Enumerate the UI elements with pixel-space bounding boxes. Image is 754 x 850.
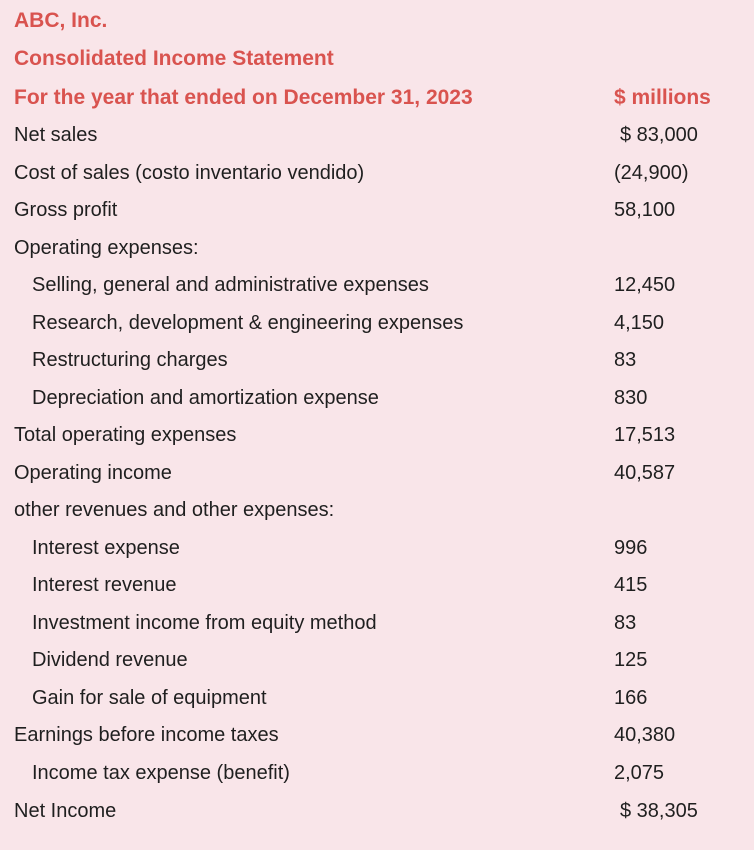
row-sga <box>0 273 754 303</box>
row-restructuring <box>0 348 754 378</box>
row-earnings-before-taxes <box>0 723 754 753</box>
row-income-tax <box>0 761 754 791</box>
period-label: For the year that ended on December 31, 2023 <box>14 86 473 109</box>
row-net-sales <box>0 123 754 153</box>
row-label: Operating expenses: <box>14 237 199 259</box>
row-interest-revenue <box>0 573 754 603</box>
row-label: Income tax expense (benefit) <box>32 762 290 784</box>
row-value: 996 <box>614 537 648 559</box>
row-value: $ 83,000 <box>620 124 698 146</box>
row-value: 40,587 <box>614 462 676 484</box>
row-label: Investment income from equity method <box>32 612 377 634</box>
row-label: Research, development & engineering expenses <box>32 312 464 334</box>
row-label: Dividend revenue <box>32 649 188 671</box>
row-value: 83 <box>614 612 637 634</box>
row-label: Earnings before income taxes <box>14 724 279 746</box>
row-label: Net Income <box>14 800 117 822</box>
row-operating-expenses-heading <box>0 236 754 266</box>
row-value: 166 <box>614 687 648 709</box>
row-label: Total operating expenses <box>14 424 237 446</box>
row-other-heading <box>0 498 754 528</box>
row-value: 125 <box>614 649 648 671</box>
row-net-income <box>0 799 754 829</box>
row-operating-income <box>0 461 754 491</box>
units-label: $ millions <box>614 86 711 109</box>
row-gross-profit <box>0 198 754 228</box>
row-value: 415 <box>614 574 648 596</box>
row-value: 830 <box>614 387 648 409</box>
row-dividend-revenue <box>0 648 754 678</box>
statement-title: Consolidated Income Statement <box>14 47 334 70</box>
row-value: (24,900) <box>614 162 689 184</box>
row-label: Net sales <box>14 124 98 146</box>
row-value: 12,450 <box>614 274 676 296</box>
row-label: Interest revenue <box>32 574 177 596</box>
row-rd <box>0 311 754 341</box>
row-label: Selling, general and administrative expenses <box>32 274 429 296</box>
row-value: $ 38,305 <box>620 800 698 822</box>
row-equity-method-income <box>0 611 754 641</box>
row-gain-on-sale <box>0 686 754 716</box>
row-total-operating-expenses <box>0 423 754 453</box>
row-value: 58,100 <box>614 199 676 221</box>
row-label: Depreciation and amortization expense <box>32 387 379 409</box>
row-label: Restructuring charges <box>32 349 228 371</box>
row-interest-expense <box>0 536 754 566</box>
row-depreciation <box>0 386 754 416</box>
row-value: 2,075 <box>614 762 665 784</box>
row-label: Operating income <box>14 462 172 484</box>
row-label: other revenues and other expenses: <box>14 499 335 521</box>
row-value: 40,380 <box>614 724 676 746</box>
row-label: Gross profit <box>14 199 118 221</box>
row-value: 83 <box>614 349 637 371</box>
row-label: Gain for sale of equipment <box>32 687 267 709</box>
row-label: Interest expense <box>32 537 180 559</box>
row-label: Cost of sales (costo inventario vendido) <box>14 162 365 184</box>
row-value: 4,150 <box>614 312 665 334</box>
row-value: 17,513 <box>614 424 676 446</box>
row-cost-of-sales <box>0 161 754 191</box>
company-name: ABC, Inc. <box>14 9 108 32</box>
